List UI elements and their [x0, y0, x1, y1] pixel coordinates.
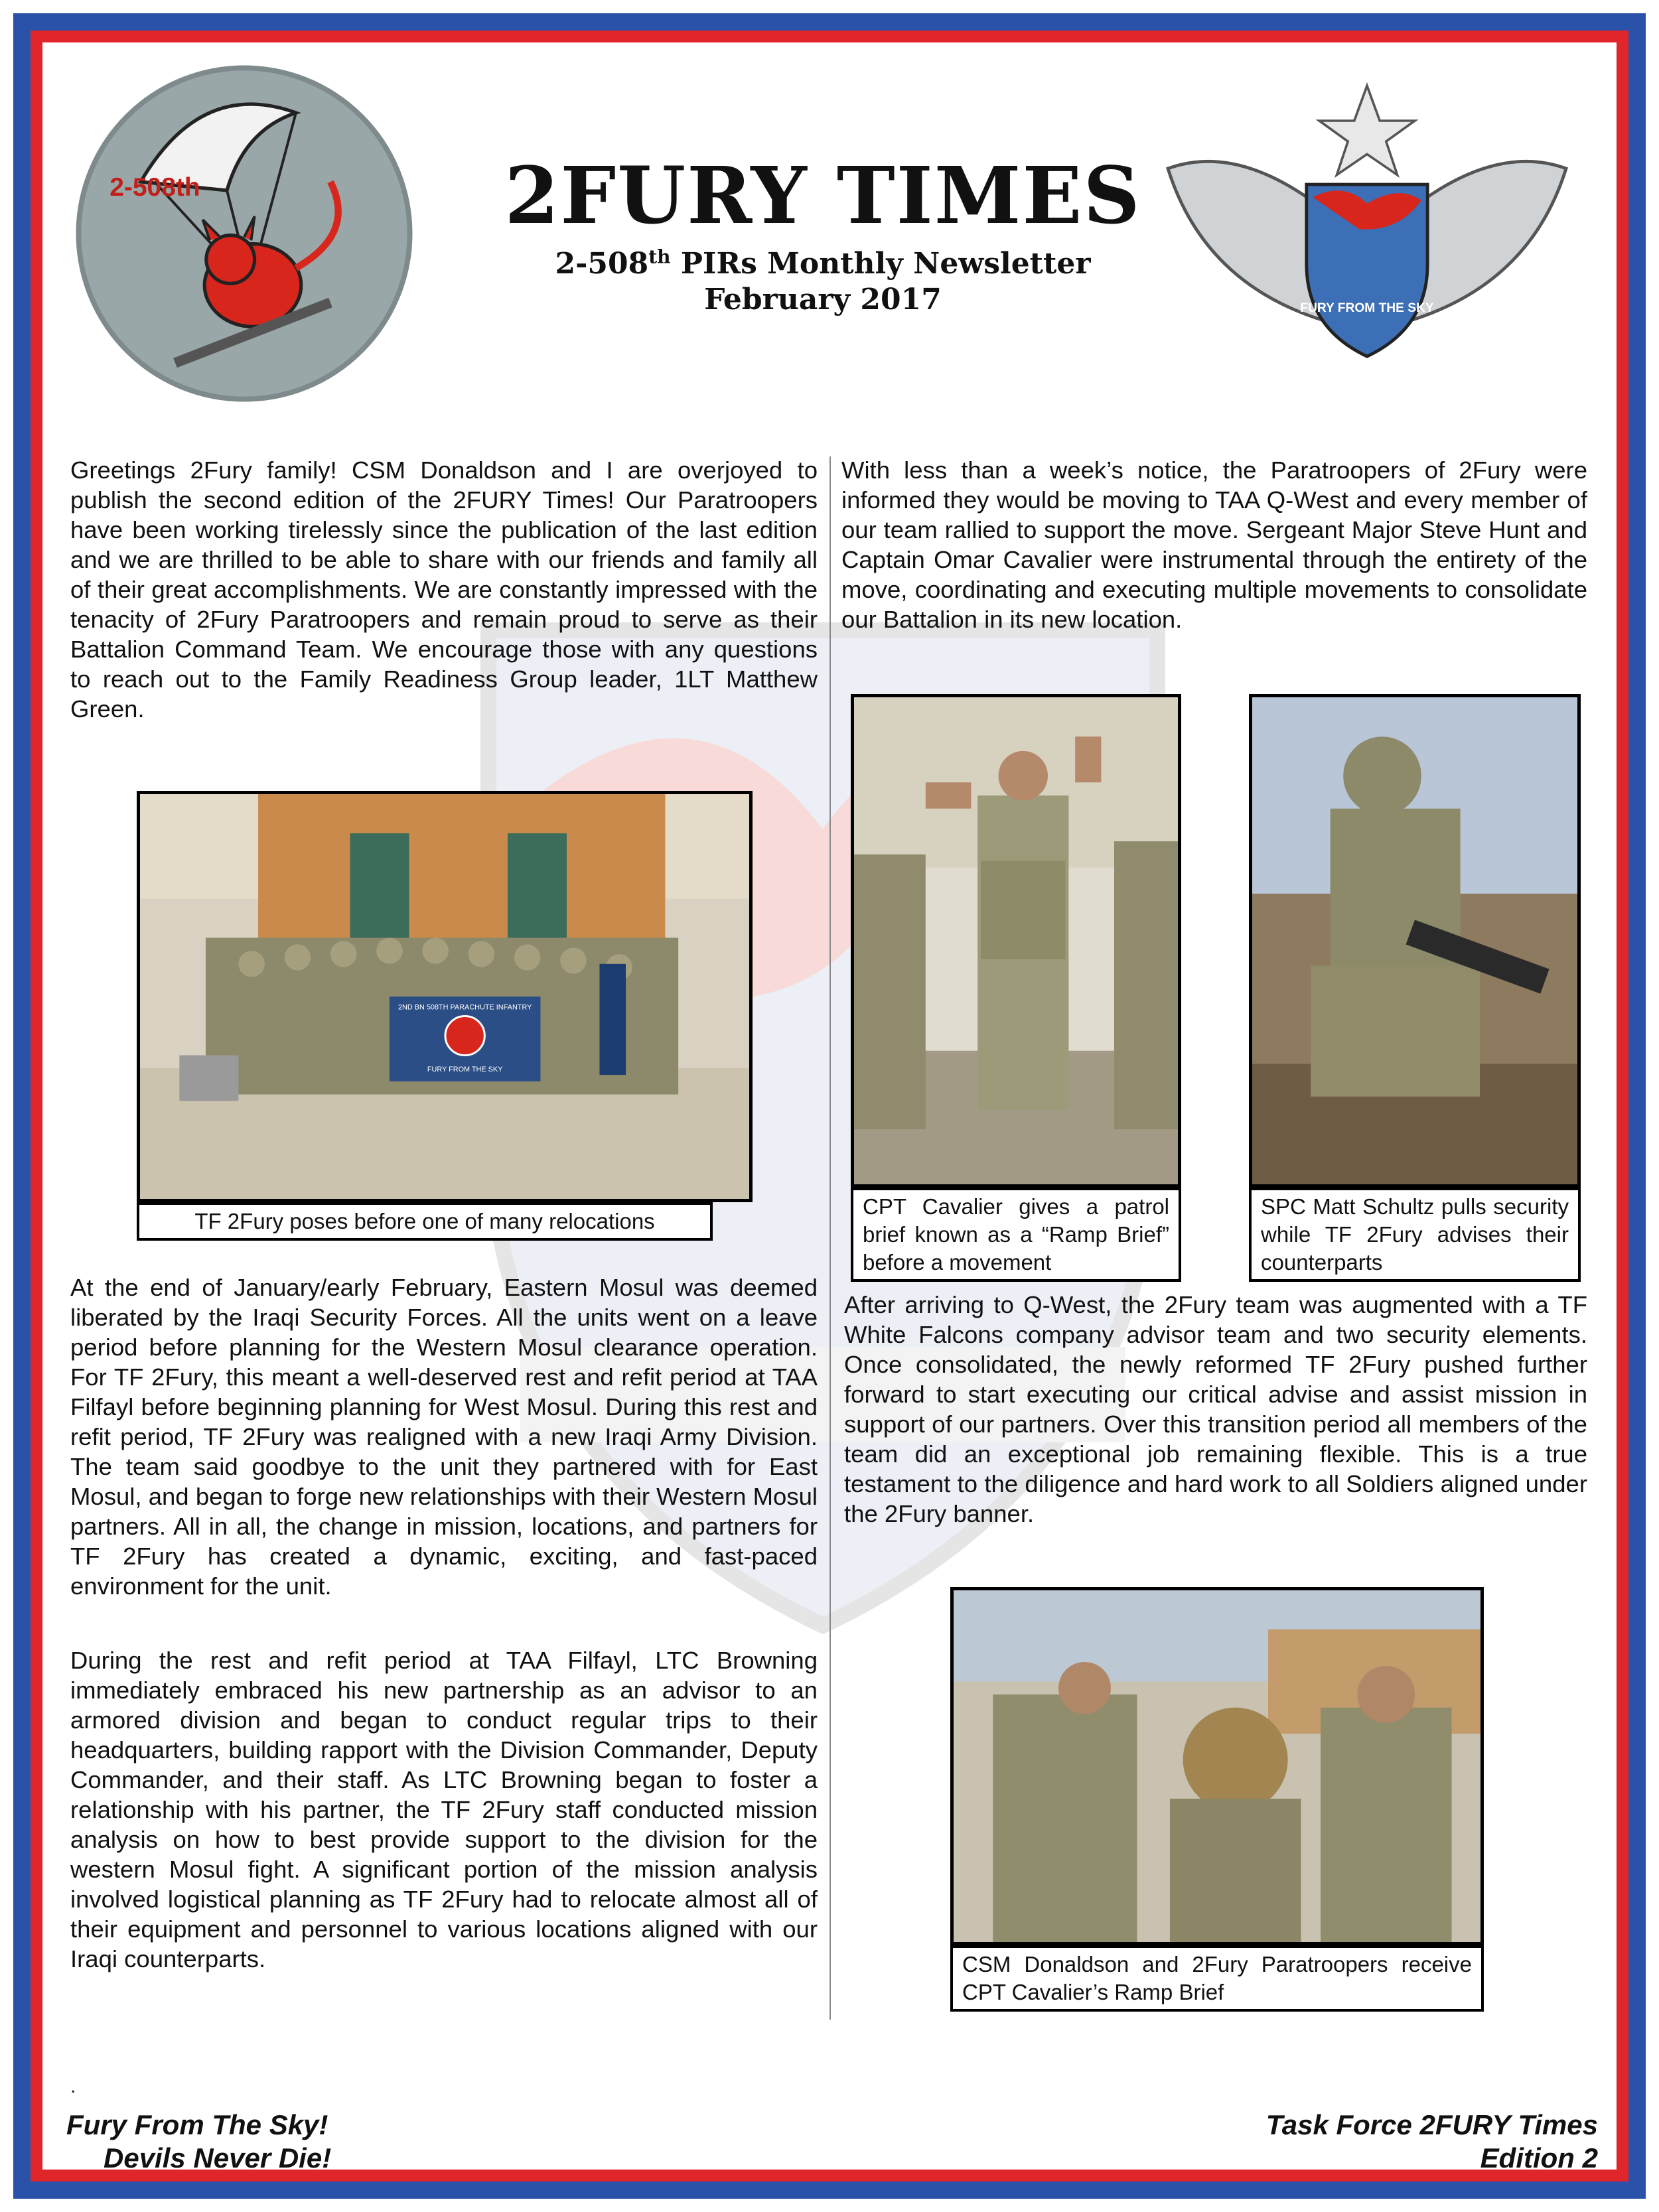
mosul-paragraph: At the end of January/early February, Eastern Mosul was deemed liberated by the Iraqi Security Forces. All the units went on a leave period before planning for the Western Mosul clearance operation. For TF 2Fury, this meant a well-deserved rest and refit period at TAA Filfayl before beginning planning for West Mosul. During this rest and refit period, TF 2Fury was realigned with a new Iraqi Army Division. The team said goodbye to the unit they partnered with for East Mosul, and began to forge new relationships with their Western Mosul partners. All in all, the change in mission, locations, and partners for TF 2Fury has created a dynamic, exciting, and fast-paced environment for the unit.: [70, 1274, 818, 1600]
cavalier-photo: [851, 694, 1181, 1188]
schultz-caption: SPC Matt Schultz pulls security while TF 2Fury advises their counterparts: [1249, 1188, 1581, 1282]
masthead: [504, 149, 1141, 317]
group-photo: [137, 791, 753, 1202]
newsletter-date: February 2017: [704, 283, 942, 316]
qwest-paragraph: After arriving to Q-West, the 2Fury team was augmented with a TF White Falcons company advisor team and two security elements. Once consolidated, the newly reformed TF 2Fury pushed further forward to start executing our critical advise and assist mission in support of our partners. Over this transition period all members of the team did an exceptional job remaining flexible. This is a true testament to the diligence and hard work to all Soldiers aligned under the 2Fury banner.: [844, 1291, 1587, 1527]
flag-motto-text: FURY FROM THE SKY: [427, 1066, 503, 1074]
move-paragraph: With less than a week’s notice, the Paratroopers of 2Fury were informed they would be moving to TAA Q-West and every member of our team rallied to support the move. Sergeant Major Steve Hunt and Captain Omar Cavalier were instrumental through the entirety of the move, coordinating and executing multiple movements to consolidate our Battalion in its new location.: [841, 456, 1587, 633]
footer-pub-line1: Task Force 2FURY Times: [1265, 2109, 1598, 2140]
footer-motto-line2: Devils Never Die!: [104, 2142, 332, 2174]
cavalier-caption: CPT Cavalier gives a patrol brief known as a “Ramp Brief” before a movement: [851, 1188, 1181, 1282]
footer-motto-line1: Fury From The Sky!: [66, 2109, 328, 2140]
column-divider: [830, 456, 831, 2020]
intro-paragraph: Greetings 2Fury family! CSM Donaldson and I are overjoyed to publish the second edition of the 2FURY Times! Our Paratroopers have been working tirelessly since the publication of the last edition and we are thrilled to be able to share with our friends and family all of their great accomplishments. We are constantly impressed with the tenacity of 2Fury Paratroopers and remain proud to serve as their Battalion Command Team. We encourage those with any questions to reach out to the Family Readiness Group leader, 1LT Matthew Green.: [70, 456, 818, 723]
schultz-photo: [1249, 694, 1581, 1188]
parachutist-wings-crest: [1155, 73, 1579, 391]
ramp-brief-photo: [950, 1587, 1484, 1945]
footer-motto: [66, 2108, 331, 2175]
newsletter-title: 2FURY TIMES: [504, 149, 1141, 242]
ramp-brief-caption: CSM Donaldson and 2Fury Paratroopers receive CPT Cavalier’s Ramp Brief: [950, 1945, 1484, 2012]
newsletter-subtitle: 2-508th PIRs Monthly Newsletter: [555, 245, 1091, 281]
flag-banner-text: 2ND BN 508TH PARACHUTE INFANTRY: [397, 1003, 532, 1012]
devil-paratrooper-logo: [72, 61, 417, 406]
group-photo-caption: TF 2Fury poses before one of many relocations: [137, 1202, 713, 1241]
footer-pub-line2: Edition 2: [1480, 2142, 1598, 2174]
stray-dot: .: [70, 2075, 76, 2097]
logo-unit-text: 2-508th: [109, 173, 200, 202]
crest-motto-text: FURY FROM THE SKY: [1300, 301, 1434, 315]
refit-paragraph: During the rest and refit period at TAA Filfayl, LTC Browning immediately embraced his new partnership as an advisor to an armored division and began to conduct regular trips to their headquarters, building rapport with the Division Commander, Deputy Commander, and their staff. As LTC Browning began to foster a relationship with his partner, the TF 2Fury staff conducted mission analysis on how to best provide support to the division for the western Mosul fight. A significant portion of the mission analysis involved logistical planning as TF 2Fury had to relocate almost all of their equipment and personnel to various locations aligned with our Iraqi counterparts.: [70, 1647, 818, 1972]
footer-publication: [1266, 2108, 1598, 2175]
